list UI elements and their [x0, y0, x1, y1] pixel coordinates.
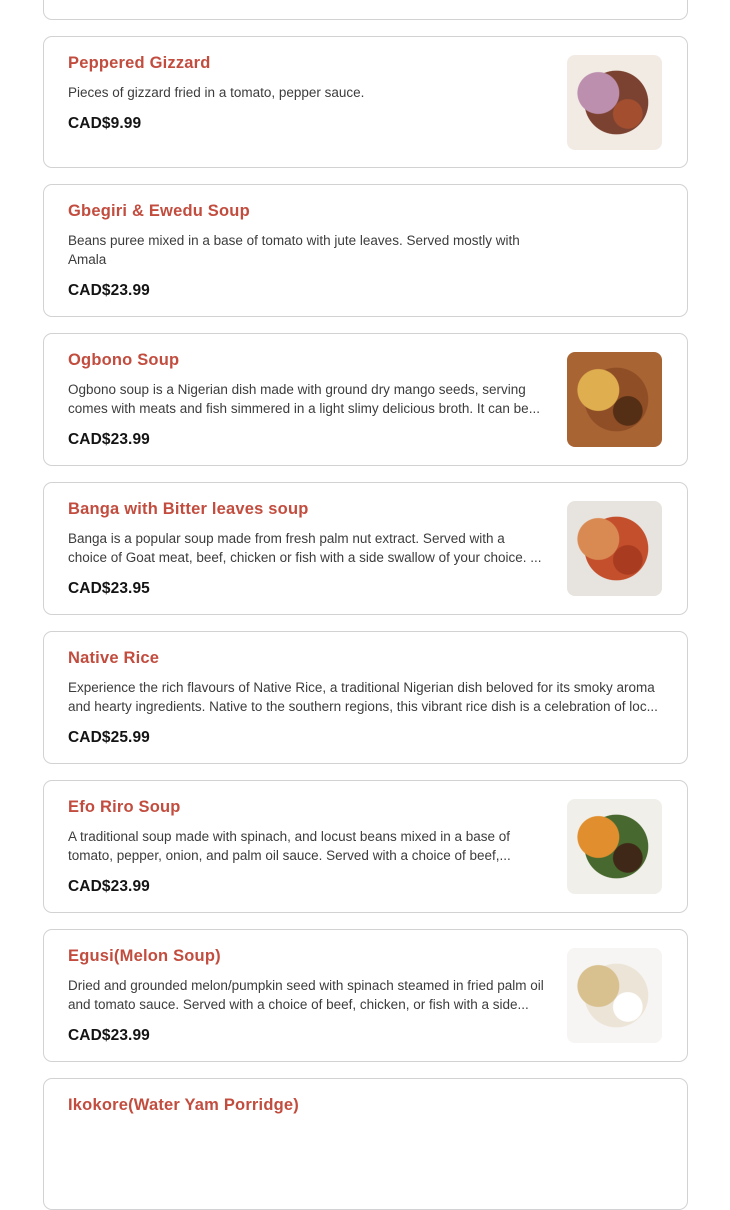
dish-title: Efo Riro Soup: [68, 798, 181, 816]
dish-description: A traditional soup made with spinach, and locust beans mixed in a base of tomato, pepper, onion, and palm oil sauce. Served with a choice of beef,...: [68, 829, 511, 863]
dish-price: CAD$23.99: [68, 282, 150, 299]
dish-title: Ogbono Soup: [68, 351, 180, 369]
dish-price: CAD$25.99: [68, 729, 150, 746]
dish-photo: [567, 948, 662, 1043]
dish-photo: [567, 799, 662, 894]
dish-title: Ikokore(Water Yam Porridge): [68, 1096, 299, 1114]
dish-title: Peppered Gizzard: [68, 54, 211, 72]
menu-item-card-ogbono-soup[interactable]: [43, 333, 688, 466]
dish-title: Banga with Bitter leaves soup: [68, 500, 309, 518]
dish-description: Dried and grounded melon/pumpkin seed with spinach steamed in fried palm oil and tomato sauce. Served with a choice of beef, chicken, or fish with a side...: [68, 978, 544, 1012]
dish-title: Native Rice: [68, 649, 160, 667]
dish-price: CAD$23.95: [68, 580, 150, 597]
dish-price: CAD$23.99: [68, 878, 150, 895]
dish-photo: [567, 55, 662, 150]
dish-photo: [567, 501, 662, 596]
menu-item-card-banga-bitter-leaves-soup[interactable]: [43, 482, 688, 615]
menu-item-card[interactable]: [43, 0, 688, 20]
dish-photo: [567, 352, 662, 447]
dish-price: CAD$9.99: [68, 115, 142, 132]
dish-description: Ogbono soup is a Nigerian dish made with ground dry mango seeds, serving comes with meats and fish simmered in a light slimy delicious broth. It can be...: [68, 382, 540, 416]
menu-item-card-native-rice[interactable]: [43, 631, 688, 764]
dish-title: Gbegiri & Ewedu Soup: [68, 202, 250, 220]
menu-item-card-egusi-melon-soup[interactable]: [43, 929, 688, 1062]
menu-item-card-peppered-gizzard[interactable]: [43, 36, 688, 168]
dish-price: CAD$23.99: [68, 431, 150, 448]
menu-item-card-ikokore-water-yam-porridge[interactable]: [43, 1078, 688, 1210]
dish-description: Experience the rich flavours of Native Rice, a traditional Nigerian dish beloved for its smoky aroma and hearty ingredients. Native to the southern regions, this vibrant rice dish is a celebration of loc...: [68, 680, 658, 714]
dish-title: Egusi(Melon Soup): [68, 947, 221, 965]
menu-item-card-gbegiri-ewedu-soup[interactable]: [43, 184, 688, 317]
dish-description: Banga is a popular soup made from fresh palm nut extract. Served with a choice of Goat meat, beef, chicken or fish with a side swallow of your choice. ...: [68, 531, 542, 565]
dish-description: Beans puree mixed in a base of tomato with jute leaves. Served mostly with Amala: [68, 233, 520, 267]
dish-photo: [567, 0, 662, 8]
menu-item-card-efo-riro-soup[interactable]: [43, 780, 688, 913]
dish-price: CAD$23.99: [68, 1027, 150, 1044]
dish-description: Pieces of gizzard fried in a tomato, pepper sauce.: [68, 85, 365, 100]
